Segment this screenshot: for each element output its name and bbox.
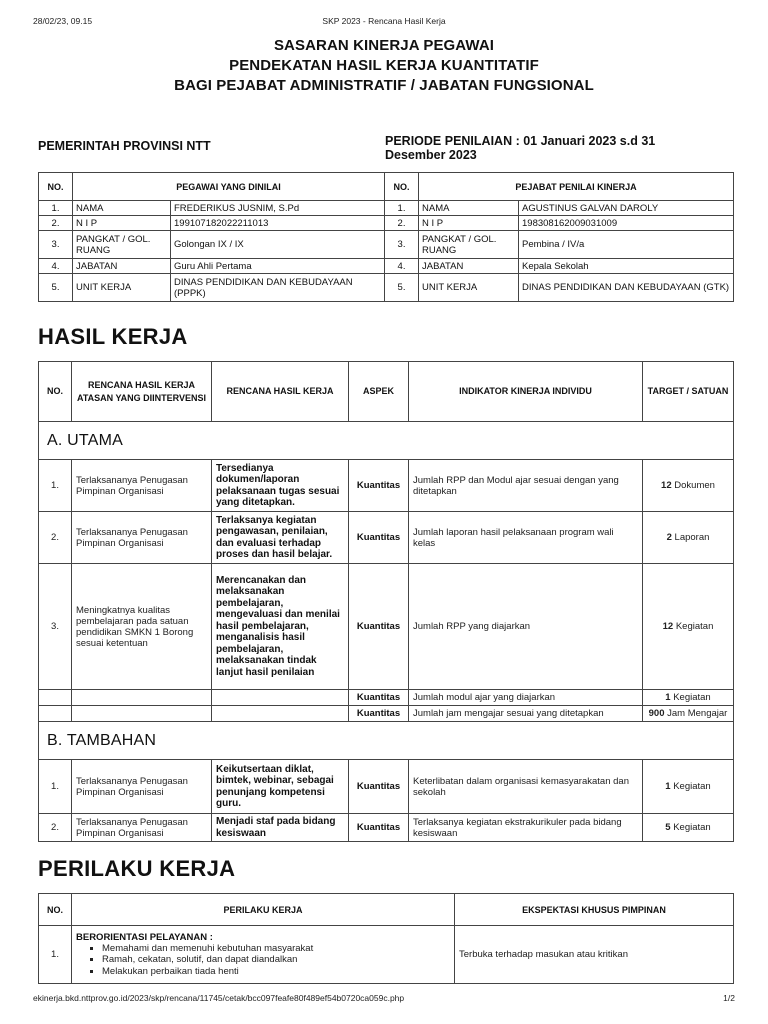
target-value: 2 [666, 532, 672, 543]
identity-label2: NAMA [419, 201, 519, 216]
print-url[interactable]: ekinerja.bkd.nttprov.go.id/2023/skp/rencana/11745/cetak/bcc097feafe80f489ef54b0720ca059c.php [33, 993, 405, 1003]
target-value: 5 [665, 822, 671, 833]
result-row [39, 814, 734, 842]
identity-label: N I P [73, 216, 171, 231]
behavior-list-item: ▪ Memahami dan memenuhi kebutuhan masyarakat [102, 943, 450, 955]
identity-no2: 1. [385, 201, 419, 216]
identity-no: 4. [39, 259, 73, 274]
results-table [38, 361, 734, 842]
result-indicator: Jumlah RPP dan Modul ajar sesuai dengan yang ditetapkan [409, 460, 643, 512]
result-extra-row [39, 690, 734, 706]
identity-row [39, 201, 734, 216]
result-target [643, 460, 734, 512]
result-row [39, 460, 734, 512]
identity-no2: 4. [385, 259, 419, 274]
identity-employee-value: Guru Ahli Pertama [171, 259, 385, 274]
identity-assessor-value: Kepala Sekolah [519, 259, 734, 274]
result-indicator: Terlaksanya kegiatan ekstrakurikuler pada bidang kesiswaan [409, 814, 643, 842]
document-title [33, 36, 735, 96]
behavior-list-item: ▪ Ramah, cekatan, solutif, dan dapat diandalkan [102, 954, 450, 966]
identity-employee-value: FREDERIKUS JUSNIM, S.Pd [171, 201, 385, 216]
identity-row [39, 231, 734, 259]
identity-header-assessor: PEJABAT PENILAI KINERJA [419, 173, 734, 201]
result-indicator: Jumlah laporan hasil pelaksanaan program wali kelas [409, 512, 643, 564]
result-upper-plan: Terlaksananya Penugasan Pimpinan Organisasi [72, 460, 212, 512]
identity-label: UNIT KERJA [73, 274, 171, 302]
identity-row [39, 216, 734, 231]
identity-no: 5. [39, 274, 73, 302]
result-row [39, 760, 734, 814]
result-target [643, 760, 734, 814]
result-plan: Menjadi staf pada bidang kesiswaan [212, 814, 349, 842]
identity-assessor-value: 198308162009031009 [519, 216, 734, 231]
result-extra-row [39, 706, 734, 722]
group-label-extra: B. TAMBAHAN [39, 722, 734, 760]
identity-assessor-value: DINAS PENDIDIKAN DAN KEBUDAYAAN (GTK) [519, 274, 734, 302]
target-unit: Laporan [674, 532, 710, 543]
result-no: 1. [39, 460, 72, 512]
target-unit: Kegiatan [673, 822, 711, 833]
print-footer [33, 993, 735, 1005]
identity-row [39, 259, 734, 274]
target-unit: Jam Mengajar [667, 708, 728, 719]
identity-no2: 5. [385, 274, 419, 302]
identity-label2: PANGKAT / GOL. RUANG [419, 231, 519, 259]
result-indicator: Jumlah RPP yang diajarkan [409, 564, 643, 690]
target-unit: Kegiatan [673, 692, 711, 703]
result-aspect: Kuantitas [349, 690, 409, 706]
result-target [643, 690, 734, 706]
identity-label: NAMA [73, 201, 171, 216]
identity-no: 1. [39, 201, 73, 216]
identity-label: PANGKAT / GOL. RUANG [73, 231, 171, 259]
title-line-1: SASARAN KINERJA PEGAWAI [273, 37, 495, 54]
identity-assessor-value: Pembina / IV/a [519, 231, 734, 259]
target-value: 900 [648, 708, 665, 719]
result-plan: Merencanakan dan melaksanakan pembelajaran, mengevaluasi dan menilai hasil pembelajaran, menganalisis hasil pembelajaran, melaksanakan tindak lanjut hasil penilaian [212, 564, 349, 690]
result-aspect: Kuantitas [349, 512, 409, 564]
result-upper-plan: Terlaksananya Penugasan Pimpinan Organisasi [72, 814, 212, 842]
target-value: 12 [662, 621, 674, 632]
identity-header-employee: PEGAWAI YANG DINILAI [73, 173, 385, 201]
behavior-header-expectation: EKSPEKTASI KHUSUS PIMPINAN [455, 894, 734, 926]
identity-header-no: NO. [39, 173, 73, 201]
behavior-header-no: NO. [39, 894, 72, 926]
result-target [643, 564, 734, 690]
target-unit: Dokumen [674, 480, 715, 491]
result-upper-plan: Terlaksananya Penugasan Pimpinan Organisasi [72, 760, 212, 814]
result-no: 3. [39, 564, 72, 690]
identity-no2: 2. [385, 216, 419, 231]
results-header-row [39, 362, 734, 422]
result-indicator: Jumlah modul ajar yang diajarkan [409, 690, 643, 706]
results-header-aspect: ASPEK [349, 362, 409, 422]
print-header [33, 16, 735, 28]
results-header-no: NO. [39, 362, 72, 422]
identity-table [38, 172, 734, 302]
result-upper-plan: Terlaksananya Penugasan Pimpinan Organisasi [72, 512, 212, 564]
behavior-header-row [39, 894, 734, 926]
identity-employee-value: Golongan IX / IX [171, 231, 385, 259]
section-heading-behavior: PERILAKU KERJA [38, 856, 236, 881]
identity-header-row [39, 173, 734, 201]
result-indicator: Keterlibatan dalam organisasi kemasyarakatan dan sekolah [409, 760, 643, 814]
title-line-2: PENDEKATAN HASIL KERJA KUANTITATIF [229, 57, 539, 74]
identity-header-no2: NO. [385, 173, 419, 201]
target-value: 1 [665, 692, 671, 703]
result-upper-plan: Meningkatnya kualitas pembelajaran pada satuan pendidikan SMKN 1 Borong sesuai ketentuan [72, 564, 212, 690]
identity-assessor-value: AGUSTINUS GALVAN DAROLY [519, 201, 734, 216]
results-header-plan: RENCANA HASIL KERJA [212, 362, 349, 422]
target-unit: Kegiatan [675, 621, 714, 632]
identity-employee-value: 199107182022211013 [171, 216, 385, 231]
identity-label2: UNIT KERJA [419, 274, 519, 302]
print-page-number: 1/2 [723, 993, 735, 1003]
result-target [643, 814, 734, 842]
result-row [39, 564, 734, 690]
agency-name: PEMERINTAH PROVINSI NTT [38, 139, 211, 153]
target-value: 12 [661, 480, 672, 491]
result-aspect: Kuantitas [349, 706, 409, 722]
behavior-expectation: Terbuka terhadap masukan atau kritikan [455, 926, 734, 984]
group-row-extra [39, 722, 734, 760]
identity-label2: JABATAN [419, 259, 519, 274]
result-indicator: Jumlah jam mengajar sesuai yang ditetapkan [409, 706, 643, 722]
target-unit: Kegiatan [673, 781, 711, 792]
result-plan: Keikutsertaan diklat, bimtek, webinar, sebagai penunjang kompetensi guru. [212, 760, 349, 814]
identity-employee-value: DINAS PENDIDIKAN DAN KEBUDAYAAN (PPPK) [171, 274, 385, 302]
result-no: 2. [39, 512, 72, 564]
behavior-table [38, 893, 734, 984]
behavior-row [39, 926, 734, 984]
result-aspect: Kuantitas [349, 760, 409, 814]
section-heading-results: HASIL KERJA [38, 324, 188, 349]
result-target [643, 512, 734, 564]
assessment-period: PERIODE PENILAIAN : 01 Januari 2023 s.d 31 Desember 2023 [385, 134, 656, 162]
result-plan: Tersedianya dokumen/laporan pelaksanaan tugas sesuai yang ditetapkan. [212, 460, 349, 512]
behavior-list [102, 943, 450, 978]
results-header-target: TARGET / SATUAN [643, 362, 734, 422]
title-line-3: BAGI PEJABAT ADMINISTRATIF / JABATAN FUNGSIONAL [174, 77, 594, 94]
identity-no2: 3. [385, 231, 419, 259]
group-row-main [39, 422, 734, 460]
result-aspect: Kuantitas [349, 460, 409, 512]
behavior-no: 1. [39, 926, 72, 984]
identity-no: 3. [39, 231, 73, 259]
behavior-header-behavior: PERILAKU KERJA [72, 894, 455, 926]
print-page-title: SKP 2023 - Rencana Hasil Kerja [322, 16, 446, 26]
result-aspect: Kuantitas [349, 564, 409, 690]
result-row [39, 512, 734, 564]
group-label-main: A. UTAMA [39, 422, 734, 460]
target-value: 1 [665, 781, 671, 792]
behavior-list-item: ▪ Melakukan perbaikan tiada henti [102, 966, 450, 978]
result-no: 1. [39, 760, 72, 814]
results-header-upper-plan: RENCANA HASIL KERJA ATASAN YANG DIINTERVENSI [72, 362, 212, 422]
result-target [643, 706, 734, 722]
identity-no: 2. [39, 216, 73, 231]
identity-label: JABATAN [73, 259, 171, 274]
identity-label2: N I P [419, 216, 519, 231]
identity-row [39, 274, 734, 302]
behavior-description [72, 926, 455, 984]
behavior-title: BERORIENTASI PELAYANAN : [76, 931, 213, 943]
result-no: 2. [39, 814, 72, 842]
result-aspect: Kuantitas [349, 814, 409, 842]
result-plan: Terlaksanya kegiatan pengawasan, penilaian, dan evaluasi terhadap proses dan hasil belajar. [212, 512, 349, 564]
results-header-indicator: INDIKATOR KINERJA INDIVIDU [409, 362, 643, 422]
print-datetime: 28/02/23, 09.15 [33, 16, 93, 26]
